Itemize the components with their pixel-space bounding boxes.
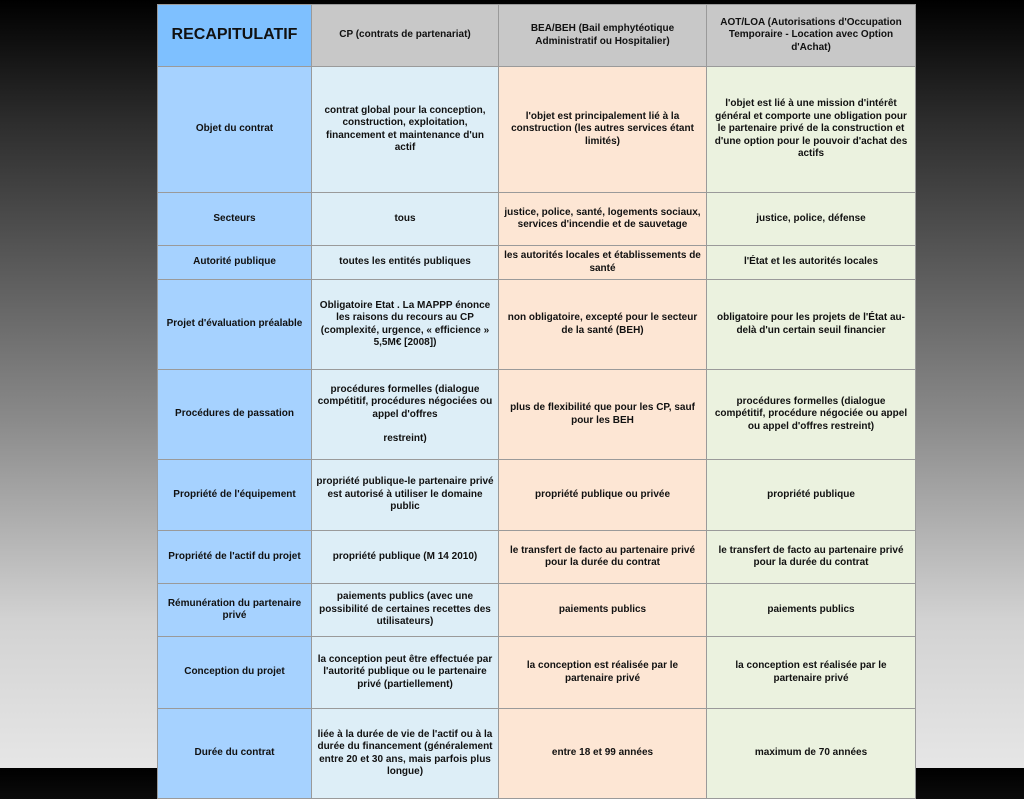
cell-cp	[312, 370, 499, 460]
table-row-conception	[158, 637, 916, 709]
table-row-remuneration	[158, 584, 916, 637]
table-row-autorite	[158, 246, 916, 280]
row-label: Autorité publique	[158, 246, 312, 280]
cell-bea: la conception est réalisée par le partenaire privé	[499, 637, 707, 709]
cell-cp-line-1: procédures formelles (dialogue compétitif, procédures négociées ou appel d'offres	[317, 383, 493, 420]
cell-bea: entre 18 et 99 années	[499, 709, 707, 799]
cell-bea: paiements publics	[499, 584, 707, 637]
column-header-aot: AOT/LOA (Autorisations d'Occupation Temporaire - Location avec Option d'Achat)	[707, 5, 916, 67]
table-row-duree	[158, 709, 916, 799]
cell-cp: Obligatoire Etat . La MAPPP énonce les raisons du recours au CP (complexité, urgence, « efficience » 5,5M€ [2008])	[312, 280, 499, 370]
cell-cp: la conception peut être effectuée par l'autorité publique ou le partenaire privé (partiellement)	[312, 637, 499, 709]
row-label: Propriété de l'actif du projet	[158, 531, 312, 584]
row-label: Projet d'évaluation préalable	[158, 280, 312, 370]
cell-cp: contrat global pour la conception, construction, exploitation, financement et maintenance d'un actif	[312, 67, 499, 193]
recap-table-wrapper	[157, 4, 915, 777]
header-row	[158, 5, 916, 67]
cell-aot: l'objet est lié à une mission d'intérêt général et comporte une obligation pour le partenaire privé de la construction et d'une option pour le pouvoir d'achat des actifs	[707, 67, 916, 193]
cell-bea: le transfert de facto au partenaire privé pour la durée du contrat	[499, 531, 707, 584]
cell-aot: obligatoire pour les projets de l'État au-delà d'un certain seuil financier	[707, 280, 916, 370]
table-row-secteurs	[158, 193, 916, 246]
cell-aot: paiements publics	[707, 584, 916, 637]
cell-aot: justice, police, défense	[707, 193, 916, 246]
cell-bea: l'objet est principalement lié à la construction (les autres services étant limités)	[499, 67, 707, 193]
cell-aot: propriété publique	[707, 460, 916, 531]
column-header-cp: CP (contrats de partenariat)	[312, 5, 499, 67]
row-label: Propriété de l'équipement	[158, 460, 312, 531]
cell-cp: propriété publique (M 14 2010)	[312, 531, 499, 584]
cell-aot: le transfert de facto au partenaire privé pour la durée du contrat	[707, 531, 916, 584]
row-label: Objet du contrat	[158, 67, 312, 193]
cell-aot: la conception est réalisée par le partenaire privé	[707, 637, 916, 709]
cell-bea: plus de flexibilité que pour les CP, sauf pour les BEH	[499, 370, 707, 460]
cell-bea: propriété publique ou privée	[499, 460, 707, 531]
cell-cp: paiements publics (avec une possibilité de certaines recettes des utilisateurs)	[312, 584, 499, 637]
cell-bea: non obligatoire, excepté pour le secteur de la santé (BEH)	[499, 280, 707, 370]
cell-cp: propriété publique-le partenaire privé est autorisé à utiliser le domaine public	[312, 460, 499, 531]
recap-table	[157, 4, 916, 799]
cell-bea: justice, police, santé, logements sociaux, services d'incendie et de sauvetage	[499, 193, 707, 246]
row-label: Procédures de passation	[158, 370, 312, 460]
table-row-propriete-actif	[158, 531, 916, 584]
row-label: Rémunération du partenaire privé	[158, 584, 312, 637]
row-label: Conception du projet	[158, 637, 312, 709]
row-label: Secteurs	[158, 193, 312, 246]
cell-cp: toutes les entités publiques	[312, 246, 499, 280]
cell-cp: liée à la durée de vie de l'actif ou à la durée du financement (généralement entre 20 et 30 ans, mais parfois plus longue)	[312, 709, 499, 799]
cell-aot: procédures formelles (dialogue compétitif, procédure négociée ou appel ou appel d'offres restreint)	[707, 370, 916, 460]
cell-cp: tous	[312, 193, 499, 246]
table-row-procedures	[158, 370, 916, 460]
table-row-objet	[158, 67, 916, 193]
cell-cp-line-2: restreint)	[383, 433, 427, 444]
cell-aot: maximum de 70 années	[707, 709, 916, 799]
table-title: RECAPITULATIF	[158, 5, 312, 67]
column-header-bea: BEA/BEH (Bail emphytéotique Administratif ou Hospitalier)	[499, 5, 707, 67]
cell-bea: les autorités locales et établissements de santé	[499, 246, 707, 280]
table-row-propriete-equipement	[158, 460, 916, 531]
cell-aot: l'État et les autorités locales	[707, 246, 916, 280]
table-row-evaluation	[158, 280, 916, 370]
row-label: Durée du contrat	[158, 709, 312, 799]
